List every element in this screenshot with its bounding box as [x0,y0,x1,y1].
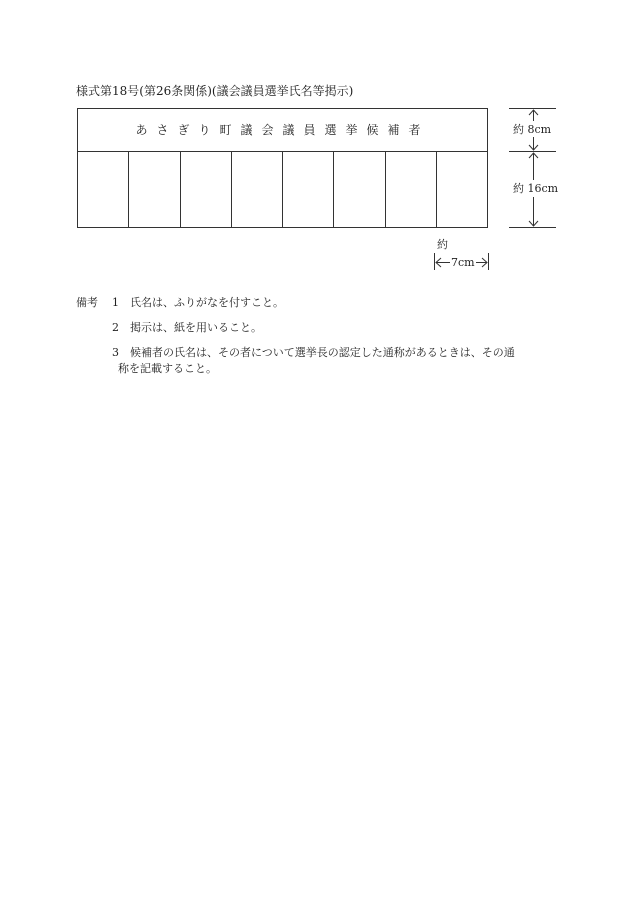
column-width-label: 7cm [451,256,475,269]
notes-heading-row [76,296,98,309]
header-height-label: 約 8cm [513,123,552,136]
body-height-label: 約 16cm [513,182,559,195]
poster-header: あさぎり町議会議員選挙候補者 [78,109,487,152]
note-number: 1 [112,296,119,309]
note-text-continuation: 称を記載すること。 [118,362,217,375]
note-text: 氏名は、ふりがなを付すこと。 [130,296,284,309]
notes-heading: 備考 [76,296,98,309]
note-text: 掲示は、紙を用いること。 [130,321,262,334]
form-title: 様式第18号(第26条関係)(議会議員選挙氏名等掲示) [76,84,354,98]
note-number: 2 [112,321,119,334]
note-text: 候補者の氏名は、その者について選挙長の認定した通称があるときは、その通 [130,346,515,359]
column-width-prefix-label: 約 [437,238,448,251]
note-number: 3 [112,346,119,359]
